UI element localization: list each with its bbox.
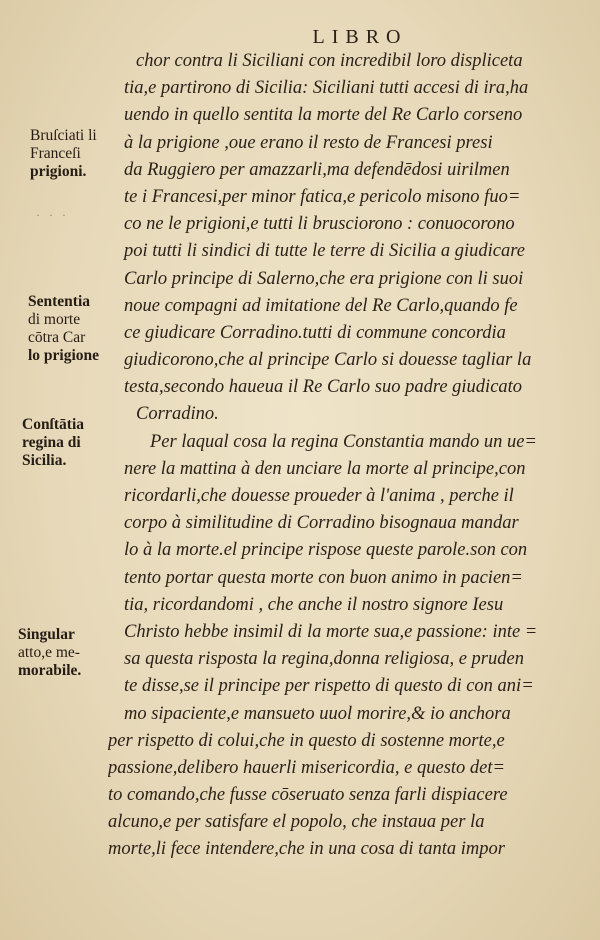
margin-note-line: Singular bbox=[18, 626, 75, 643]
text-line: testa,secondo haueua il Re Carlo suo padre giudicato bbox=[124, 377, 523, 398]
margin-smudge: · · · bbox=[36, 208, 69, 222]
text-line: per rispetto di colui,che in questo di sostenne morte,e bbox=[108, 730, 505, 751]
margin-note-line: lo prigione bbox=[28, 347, 100, 364]
margin-note-line: Bruſciati li bbox=[30, 127, 97, 144]
text-line: sa questa risposta la regina,donna religiosa, e pruden bbox=[124, 649, 524, 670]
text-line: tia,e partirono di Sicilia: Siciliani tutti accesi di ira,ha bbox=[124, 78, 529, 99]
text-line: nere la mattina à den unciare la morte al principe,con bbox=[124, 458, 526, 479]
margin-note-constantia bbox=[22, 416, 84, 470]
text-line: to comando,che fusse cōseruato senza farli dispiacere bbox=[108, 785, 508, 806]
margin-note-line: atto,e me- bbox=[18, 644, 80, 661]
margin-note-line: di morte bbox=[28, 311, 81, 328]
body-text bbox=[108, 48, 570, 864]
text-line: te i Francesi,per minor fatica,e pericolo misono fuo= bbox=[124, 186, 521, 207]
margin-note-line: cōtra Car bbox=[28, 329, 86, 346]
text-line: Per laqual cosa la regina Constantia mando un ue= bbox=[150, 431, 537, 452]
text-line: tia, ricordandomi , che anche il nostro signore Iesu bbox=[124, 594, 504, 615]
text-line: alcuno,e per satisfare el popolo, che instaua per la bbox=[108, 812, 485, 833]
text-line: Christo hebbe insimil di la morte sua,e passione: inte = bbox=[124, 621, 538, 642]
text-line: mo sipaciente,e mansueto uuol morire,& io anchora bbox=[124, 703, 511, 724]
margin-note-singular bbox=[18, 626, 81, 680]
margin-note-sententia bbox=[28, 293, 99, 365]
margin-note-line: regina di bbox=[22, 434, 81, 451]
text-line: corpo à similitudine di Corradino bisognaua mandar bbox=[124, 513, 519, 534]
text-line: poi tutti li sindici di tutte le terre di Sicilia a giudicare bbox=[124, 241, 525, 262]
text-line: ricordarli,che douesse proueder à l'anima , perche il bbox=[124, 486, 514, 506]
text-line: co ne le prigioni,e tutti li brusciorono : conuocorono bbox=[124, 214, 515, 235]
text-line: giudicorono,che al principe Carlo si douesse tagliar la bbox=[124, 350, 532, 371]
margin-note-bruciati bbox=[30, 127, 97, 181]
text-line: da Ruggiero per amazzarli,ma defendēdosi uirilmen bbox=[124, 159, 510, 180]
running-title: LIBRO bbox=[312, 26, 408, 48]
text-line: morte,li fece intendere,che in una cosa di tanta impor bbox=[108, 839, 505, 860]
margin-note-line: morabile. bbox=[18, 662, 82, 679]
margin-note-line: Sicilia. bbox=[22, 452, 67, 469]
text-line: Corradino. bbox=[136, 404, 219, 425]
text-line: à la prigione ,oue erano il resto de Francesi presi bbox=[124, 132, 493, 153]
text-line: Carlo principe di Salerno,che era prigione con li suoi bbox=[124, 268, 524, 289]
text-line: te disse,se il principe per rispetto di questo di con ani= bbox=[124, 676, 534, 697]
margin-note-line: Franceſi bbox=[30, 145, 81, 162]
text-line: noue compagni ad imitatione del Re Carlo,quando fe bbox=[124, 295, 518, 316]
margin-note-line: prigioni. bbox=[30, 163, 87, 180]
margin-note-line: Sententia bbox=[28, 293, 90, 310]
text-line: lo à la morte.el principe rispose queste parole.son con bbox=[124, 540, 528, 561]
text-line: uendo in quello sentita la morte del Re Carlo corseno bbox=[124, 105, 523, 126]
text-line: chor contra li Siciliani con incredibil loro displiceta bbox=[136, 51, 523, 71]
text-line: tento portar questa morte con buon animo in pacien= bbox=[124, 567, 523, 588]
text-line: ce giudicare Corradino.tutti di commune concordia bbox=[124, 322, 506, 343]
text-line: passione,delibero hauerli misericordia, e questo det= bbox=[108, 757, 505, 778]
margin-note-line: Conſtātia bbox=[22, 416, 84, 433]
